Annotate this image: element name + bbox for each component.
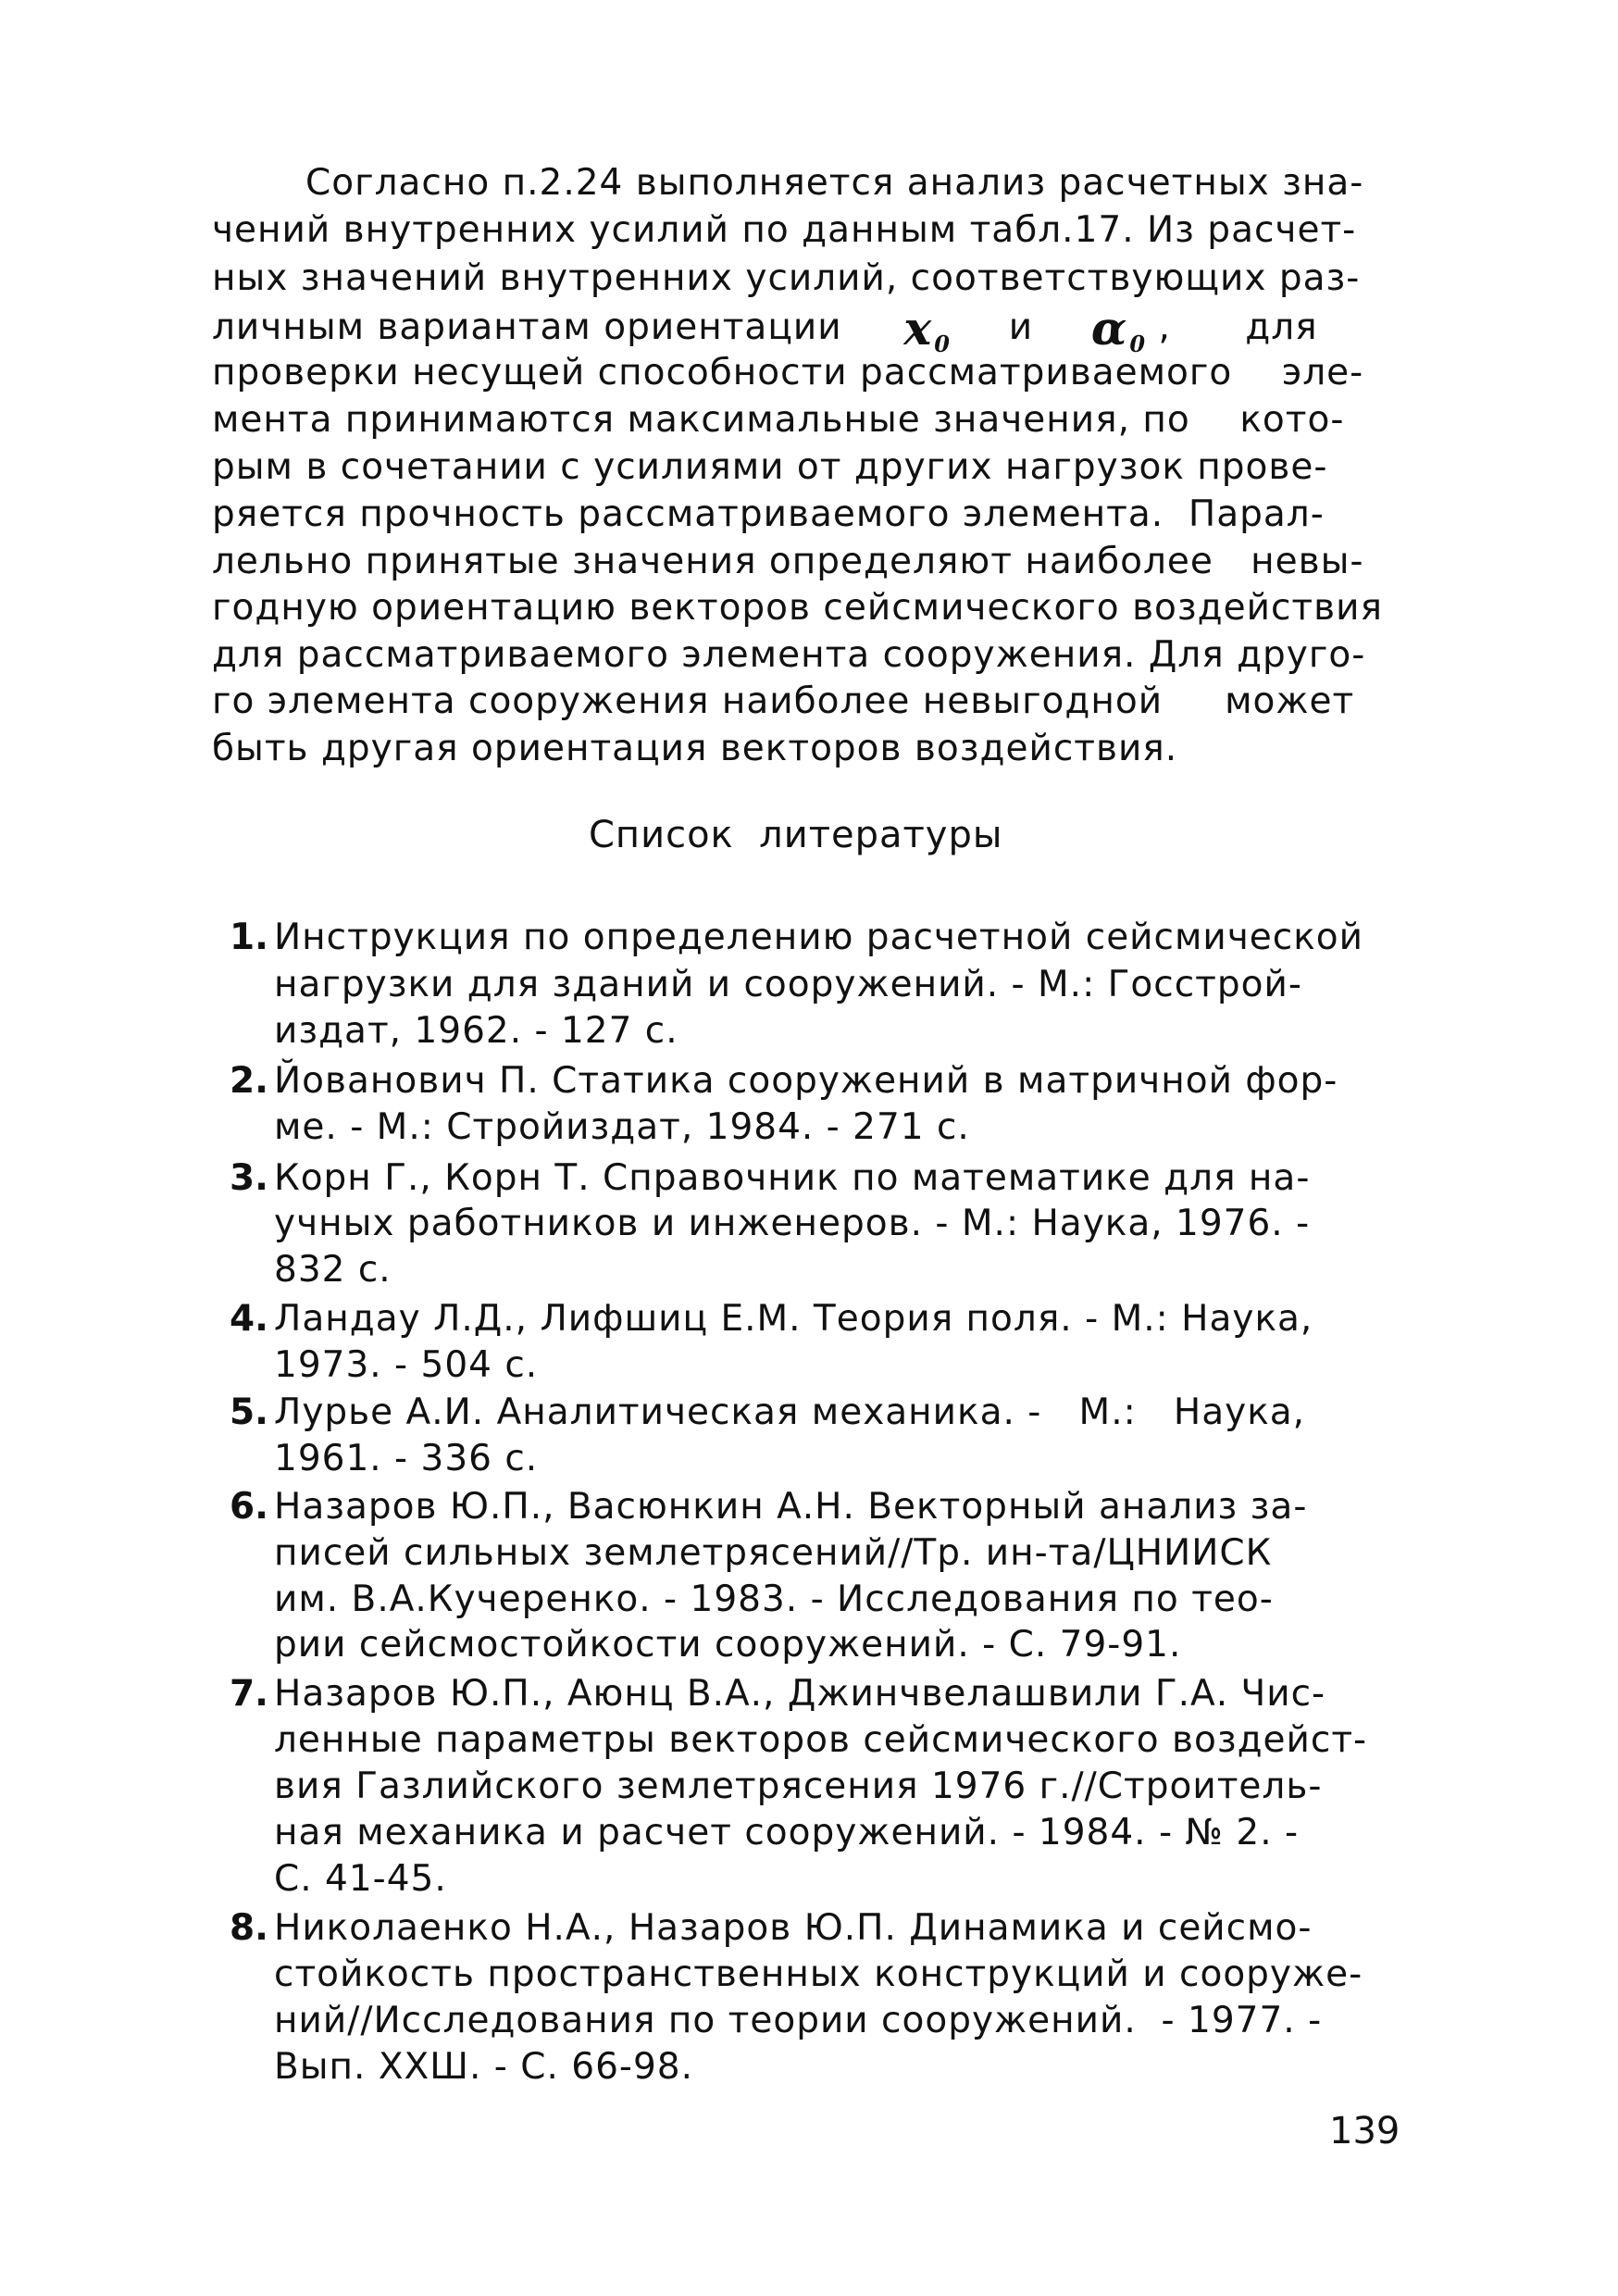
reference-line: писей сильных землетрясений//Тр. ин-та/ЦНИИСК <box>274 1532 1273 1574</box>
paragraph-line-with-formula <box>212 301 1318 357</box>
variable-x-subscript: 0 <box>934 331 951 357</box>
paragraph-line: мента принимаются максимальные значения, по кото- <box>212 399 1345 441</box>
paragraph-text: , для <box>1158 306 1318 348</box>
reference-number: 2. <box>230 1060 268 1102</box>
reference-number: 5. <box>230 1391 268 1433</box>
reference-line: стойкость пространственных конструкций и сооруже- <box>274 1953 1363 1995</box>
variable-alpha0 <box>1090 301 1147 357</box>
reference-line: 832 с. <box>274 1249 392 1291</box>
reference-line: учных работников и инженеров. - М.: Наука, 1976. - <box>274 1203 1311 1244</box>
paragraph-line: рым в сочетании с усилиями от других нагрузок прове- <box>212 446 1328 488</box>
reference-number: 8. <box>230 1907 268 1949</box>
reference-line: вия Газлийского землетрясения 1976 г.//Строитель- <box>274 1766 1323 1807</box>
reference-line: 1973. - 504 с. <box>274 1344 539 1386</box>
paragraph-text: личным вариантам ориентации <box>212 306 842 348</box>
reference-line: Назаров Ю.П., Васюнкин А.Н. Векторный анализ за- <box>274 1486 1308 1528</box>
paragraph-line: проверки несущей способности рассматриваемого эле- <box>212 352 1364 393</box>
reference-line: нагрузки для зданий и сооружений. - М.: Госстрой- <box>274 964 1302 1005</box>
page-number: 139 <box>1329 2110 1400 2152</box>
paragraph-line: лельно принятые значения определяют наиболее невы- <box>212 541 1364 582</box>
reference-number: 4. <box>230 1298 268 1340</box>
paragraph-line: для рассматриваемого элемента сооружения. Для друго- <box>212 634 1366 676</box>
reference-line: Йованович П. Статика сооружений в матричной фор- <box>274 1060 1338 1102</box>
reference-line: Назаров Ю.П., Аюнц В.А., Джинчвелашвили Г.А. Чис- <box>274 1673 1326 1715</box>
references-heading: Список литературы <box>589 814 1003 856</box>
reference-number: 7. <box>230 1673 268 1715</box>
reference-line: С. 41-45. <box>274 1858 447 1900</box>
paragraph-line: Согласно п.2.24 выполняется анализ расчетных зна- <box>305 162 1364 204</box>
reference-line: ме. - М.: Стройиздат, 1984. - 271 с. <box>274 1106 970 1148</box>
paragraph-line: ных значений внутренних усилий, соответствующих раз- <box>212 257 1361 299</box>
reference-line: 1961. - 336 с. <box>274 1438 539 1479</box>
paragraph-line: чений внутренних усилий по данным табл.17. Из расчет- <box>212 209 1357 251</box>
reference-line: Корн Г., Корн Т. Справочник по математике для на- <box>274 1157 1311 1199</box>
reference-line: Лурье А.И. Аналитическая механика. - М.: Наука, <box>274 1391 1306 1433</box>
paragraph-line: ряется прочность рассматриваемого элемента. Парал- <box>212 493 1325 535</box>
reference-line: Инструкция по определению расчетной сейсмической <box>274 917 1363 958</box>
reference-number: 6. <box>230 1486 268 1528</box>
variable-x-symbol: x <box>903 301 933 356</box>
reference-line: ная механика и расчет сооружений. - 1984. - № 2. - <box>274 1812 1300 1853</box>
paragraph-line: го элемента сооружения наиболее невыгодной может <box>212 680 1355 722</box>
reference-number: 1. <box>230 917 268 958</box>
reference-line: рии сейсмостойкости сооружений. - С. 79-91. <box>274 1624 1182 1666</box>
reference-number: 3. <box>230 1157 268 1199</box>
paragraph-line: годную ориентацию векторов сейсмического воздействия <box>212 587 1383 629</box>
reference-line: ленные параметры векторов сейсмического воздейст- <box>274 1719 1368 1761</box>
reference-line: издат, 1962. - 127 с. <box>274 1010 678 1052</box>
reference-line: им. В.А.Кучеренко. - 1983. - Исследования по тео- <box>274 1578 1274 1620</box>
paragraph-line: быть другая ориентация векторов воздействия. <box>212 728 1178 769</box>
variable-alpha-subscript: 0 <box>1129 331 1147 357</box>
paragraph-text: и <box>1008 306 1034 348</box>
variable-alpha-symbol: α <box>1090 301 1128 356</box>
reference-line: Николаенко Н.А., Назаров Ю.П. Динамика и сейсмо- <box>274 1907 1313 1949</box>
reference-line: Вып. ХХШ. - С. 66-98. <box>274 2046 693 2088</box>
reference-line: ний//Исследования по теории сооружений. - 1977. - <box>274 2000 1323 2041</box>
variable-x0 <box>903 301 951 357</box>
reference-line: Ландау Л.Д., Лифшиц Е.М. Теория поля. - М.: Наука, <box>274 1298 1313 1340</box>
